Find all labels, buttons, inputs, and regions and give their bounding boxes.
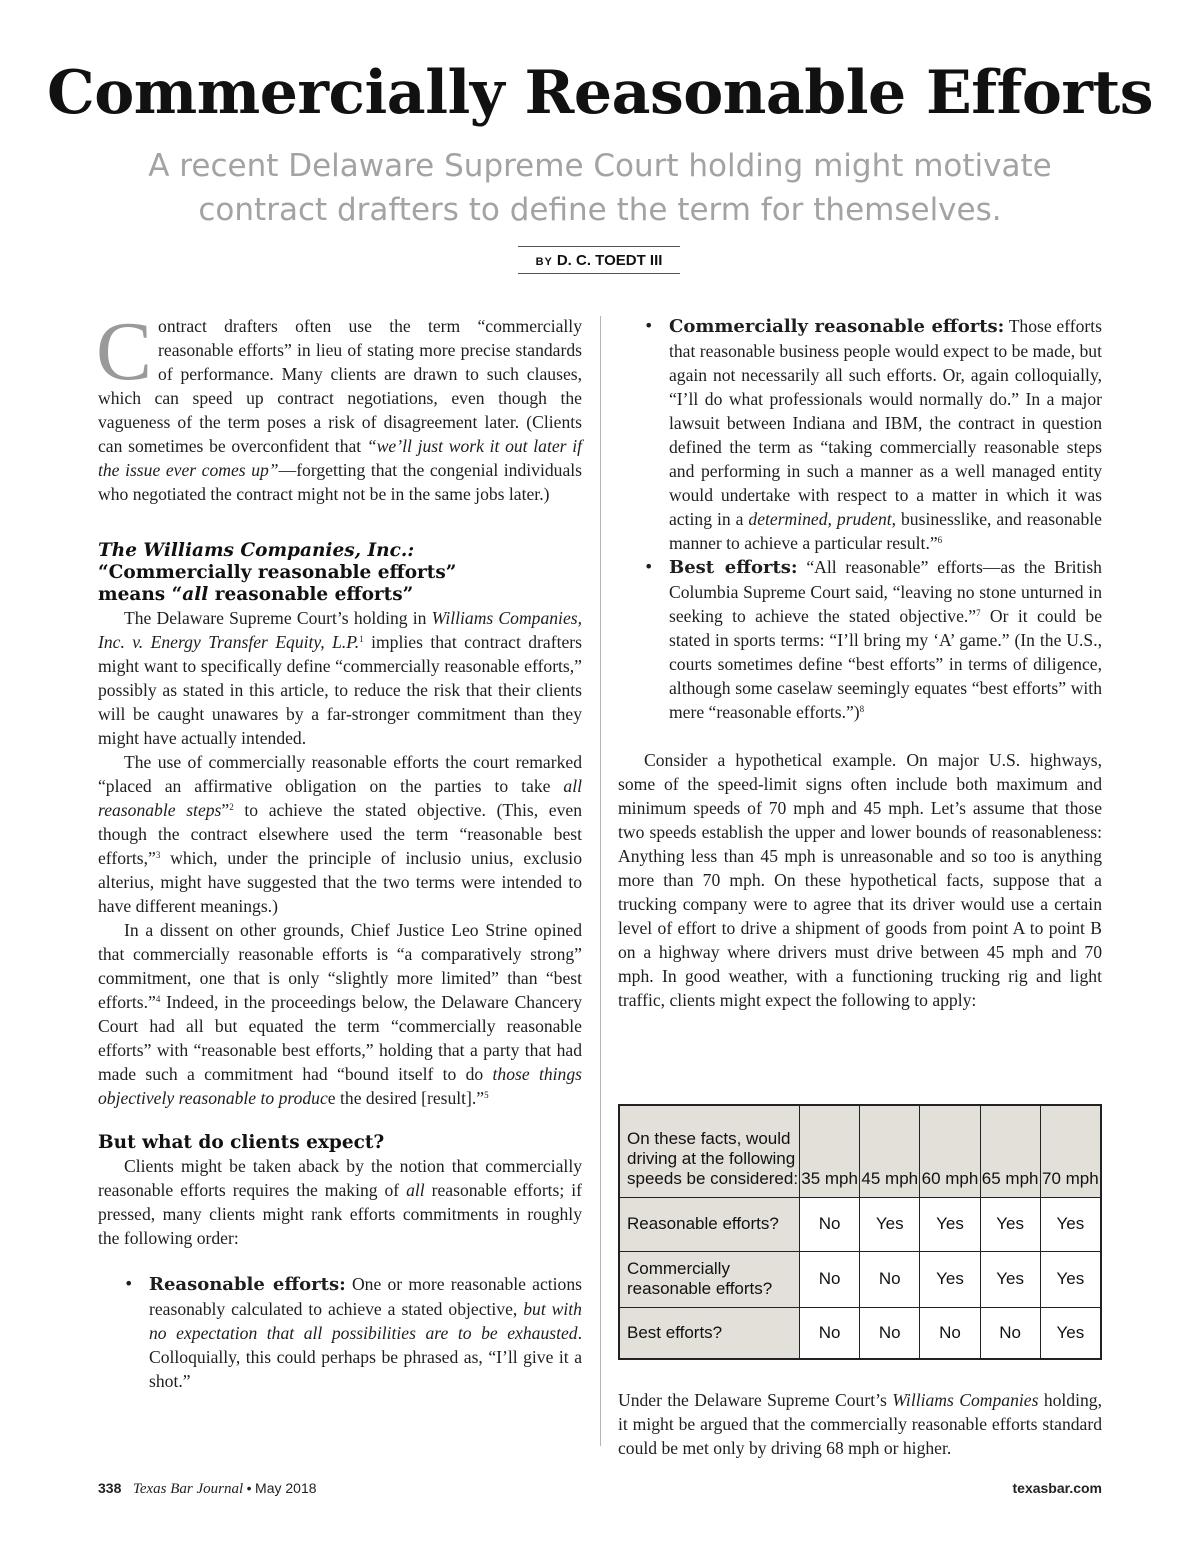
table-row [619, 1251, 1101, 1307]
article-subtitle [80, 144, 1120, 232]
journal-name: Texas Bar Journal [132, 1481, 244, 1497]
page-number: 338 [98, 1480, 122, 1496]
byline [518, 246, 680, 274]
table-cell: Yes [860, 1197, 920, 1251]
text-run: . Colloquially, this could perhaps be phrased as, “I’ll give it a shot.” [149, 1323, 582, 1391]
bullet-term: Reasonable efforts: [149, 1274, 346, 1295]
table-cell: No [860, 1251, 920, 1307]
table-cell: Yes [1040, 1251, 1101, 1307]
paragraph [98, 606, 582, 750]
footnote-ref: 1 [359, 634, 364, 644]
bullet-term: Commercially reasonable efforts: [669, 316, 1005, 337]
speed-header: 35 mph [800, 1105, 860, 1197]
column-divider [600, 316, 601, 1446]
row-label [619, 1197, 800, 1251]
text-run: implies that contract drafters might want to specifically define “commercially reasonable efforts,” possibly as stated in this article, to reduce the risk that their clients will be caught unawares by a far-stronger commitment than they might have actually intended. [98, 632, 582, 748]
heading-line: means “ [98, 584, 183, 605]
bullet-reasonable-efforts [98, 1272, 582, 1393]
text-run-italic: “we’ll just work it out later if the issue ever comes up” [98, 436, 582, 480]
heading-line: The Williams Companies, Inc.: [98, 540, 415, 561]
text-run-italic: but with no expectation that all possibilities are to be exhausted [149, 1299, 582, 1343]
text-run: which, under the principle of inclusio unius, exclusio alterius, might have suggested that the two terms were intended to have different meanings.) [98, 848, 582, 916]
byline-author: D. C. TOEDT III [556, 252, 663, 269]
row-label [619, 1307, 800, 1359]
row-label-line: Reasonable efforts? [627, 1214, 779, 1233]
text-run: reasonable efforts; if pressed, many clients might rank efforts commitments in roughly the following order: [98, 1180, 582, 1248]
bullet-text [669, 314, 1102, 555]
text-run-italic: those things objectively reasonable to produc [98, 1064, 582, 1108]
bullet-icon: • [644, 316, 654, 335]
text-run: One or more reasonable actions reasonably calculated to achieve a stated objective, [149, 1274, 582, 1319]
table-cell: No [860, 1307, 920, 1359]
bullet-best-efforts [618, 555, 1102, 724]
text-run: to achieve the stated objective. (This, even though the contract elsewhere used the term “reasonable best efforts,” [98, 800, 582, 868]
header-line: speeds be considered: [627, 1168, 799, 1188]
text-run: In a dissent on other grounds, Chief Justice Leo Strine opined that commercially reasonable efforts is “a comparatively strong” commitment, one that is only “slightly more limited” than “best efforts.” [98, 920, 582, 1012]
text-run: “All reasonable” efforts—as the British Columbia Supreme Court said, “leaving no stone unturned in seeking to achieve the stated objective.” [669, 557, 1102, 626]
bullet-text [149, 1272, 582, 1393]
table-cell: No [800, 1197, 860, 1251]
text-run: e the desired [result].” [327, 1088, 485, 1108]
text-run: Or it could be stated in sports terms: “I’ll bring my ‘A’ game.” (In the U.S., courts sometimes define “best efforts” in terms of diligence, although some caselaw seemingly equates “best efforts” with mere “reasonable efforts.”) [669, 606, 1102, 722]
table-cell: Yes [980, 1251, 1040, 1307]
footer-bullet: • [246, 1480, 252, 1496]
footnote-ref: 5 [484, 1090, 489, 1100]
heading-line-italic: all [182, 584, 209, 605]
text-run: ” [221, 800, 230, 820]
speed-header: 65 mph [980, 1105, 1040, 1197]
text-run: ontract drafters often use the term “commercially reasonable efforts” in lieu of stating more precise standards of performance. Many clients are drawn to such clauses, which can speed up contract negotiations, even though the vagueness of the term poses a risk of disagreement later. (Clients can sometimes be overconfident that [98, 316, 582, 456]
closing-paragraph-block [618, 1388, 1102, 1460]
paragraph: Consider a hypothetical example. On major U.S. highways, some of the speed-limit signs often include both maximum and minimum speeds of 70 mph and 45 mph. Let’s assume that those two speeds establish the upper and lower bounds of reasonableness: Anything less than 45 mph is unreasonable and so too is anything more than 70 mph. On these hypothetical facts, suppose that a trucking company were to agree that its driver would use a certain level of effort to drive a shipment of goods from point A to point B on a highway where drivers must drive between 45 mph and 70 mph. In good weather, with a functioning trucking rig and light traffic, clients might expect the following to apply: [618, 750, 1102, 1010]
footnote-ref: 8 [859, 704, 865, 714]
text-run: , businesslike, and reasonable manner to achieve a particular result.” [669, 509, 1102, 553]
table-cell: Yes [1040, 1307, 1101, 1359]
table-cell: Yes [920, 1197, 980, 1251]
case-citation: Williams Companies, Inc. v. Energy Transfer Equity, L.P. [98, 608, 582, 652]
section-heading-williams [98, 540, 582, 606]
table-cell: No [920, 1307, 980, 1359]
heading-line: “Commercially reasonable efforts” [98, 562, 457, 583]
text-run: —forgetting that the congenial individuals who negotiated the contract might not be in the same jobs later.) [98, 460, 582, 504]
left-column [96, 305, 582, 1393]
efforts-comparison-table [618, 1104, 1102, 1360]
text-run-italic: all [406, 1180, 425, 1200]
footnote-ref: 7 [976, 608, 981, 618]
header-line: On these facts, would [627, 1128, 791, 1148]
footnote-ref: 4 [155, 994, 161, 1004]
footer-site-link[interactable]: texasbar.com [1012, 1480, 1102, 1496]
row-label [619, 1251, 800, 1307]
speed-header: 70 mph [1040, 1105, 1101, 1197]
footnote-ref: 2 [229, 802, 234, 812]
table-cell: Yes [980, 1197, 1040, 1251]
row-label-line: Commercially [627, 1259, 730, 1278]
drop-cap: C [96, 305, 153, 398]
text-run-italic: all reasonable steps [98, 776, 582, 820]
text-run: The use of commercially reasonable efforts the court remarked “placed an affirmative obligation on the parties to take [98, 752, 582, 796]
paragraph [98, 918, 582, 1110]
bullet-icon: • [124, 1274, 134, 1293]
header-line: driving at the following [627, 1148, 796, 1168]
bullet-text [669, 555, 1102, 724]
row-label-line: Best efforts? [627, 1322, 723, 1342]
table-corner-header [619, 1105, 800, 1197]
table-row [619, 1307, 1101, 1359]
bullet-icon: • [644, 557, 654, 576]
footer-left [98, 1480, 317, 1498]
row-label-line: reasonable efforts? [627, 1279, 773, 1298]
table-cell: Yes [1040, 1197, 1101, 1251]
bullet-commercially-reasonable [618, 314, 1102, 555]
table-cell: Yes [920, 1251, 980, 1307]
byline-prefix: BY [535, 256, 553, 268]
paragraph [618, 1388, 1102, 1460]
text-run: Indeed, in the proceedings below, the Delaware Chancery Court had all but equated the term “commercially reasonable efforts” with “reasonable best efforts,” holding that a party that had made such a commitment had “bound itself to do [98, 992, 582, 1084]
paragraph [98, 750, 582, 918]
issue-date: May 2018 [255, 1480, 317, 1496]
table-cell: No [980, 1307, 1040, 1359]
text-run: Under the Delaware Supreme Court’s [618, 1390, 893, 1410]
paragraph [98, 1154, 582, 1250]
right-column [618, 314, 1102, 1012]
text-run: Those efforts that reasonable business people would expect to be made, but again not necessarily all such efforts. Or, again colloquially, “I’ll do what professionals would normally do.” In a major lawsuit between Indiana and IBM, the contract in question defined the term as “taking commercially reasonable steps and performing in such a manner as a well managed entity would undertake with respect to a matter in which it was acting in a [669, 316, 1102, 529]
text-run: holding, it might be argued that the commercially reasonable efforts standard could be met only by driving 68 mph or higher. [618, 1390, 1102, 1458]
section-heading-clients: But what do clients expect? [98, 1132, 385, 1153]
article-title: Commercially Reasonable Efforts [46, 58, 1154, 128]
text-run-italic: determined, prudent [748, 509, 892, 529]
subtitle-line: A recent Delaware Supreme Court holding might motivate [148, 148, 1052, 184]
text-run: The Delaware Supreme Court’s holding in [124, 608, 432, 628]
text-run: Clients might be taken aback by the notion that commercially reasonable efforts requires the making of [98, 1156, 582, 1200]
speed-header: 45 mph [860, 1105, 920, 1197]
speed-header: 60 mph [920, 1105, 980, 1197]
footnote-ref: 6 [937, 535, 943, 545]
table-cell: No [800, 1251, 860, 1307]
subtitle-line: contract drafters to define the term for themselves. [198, 192, 1002, 228]
table-cell: No [800, 1307, 860, 1359]
bullet-term: Best efforts: [669, 557, 798, 578]
footnote-ref: 3 [155, 850, 161, 860]
intro-paragraph [96, 305, 582, 506]
case-name: Williams Companies [892, 1390, 1039, 1410]
table-row [619, 1197, 1101, 1251]
heading-line: reasonable efforts” [208, 584, 414, 605]
